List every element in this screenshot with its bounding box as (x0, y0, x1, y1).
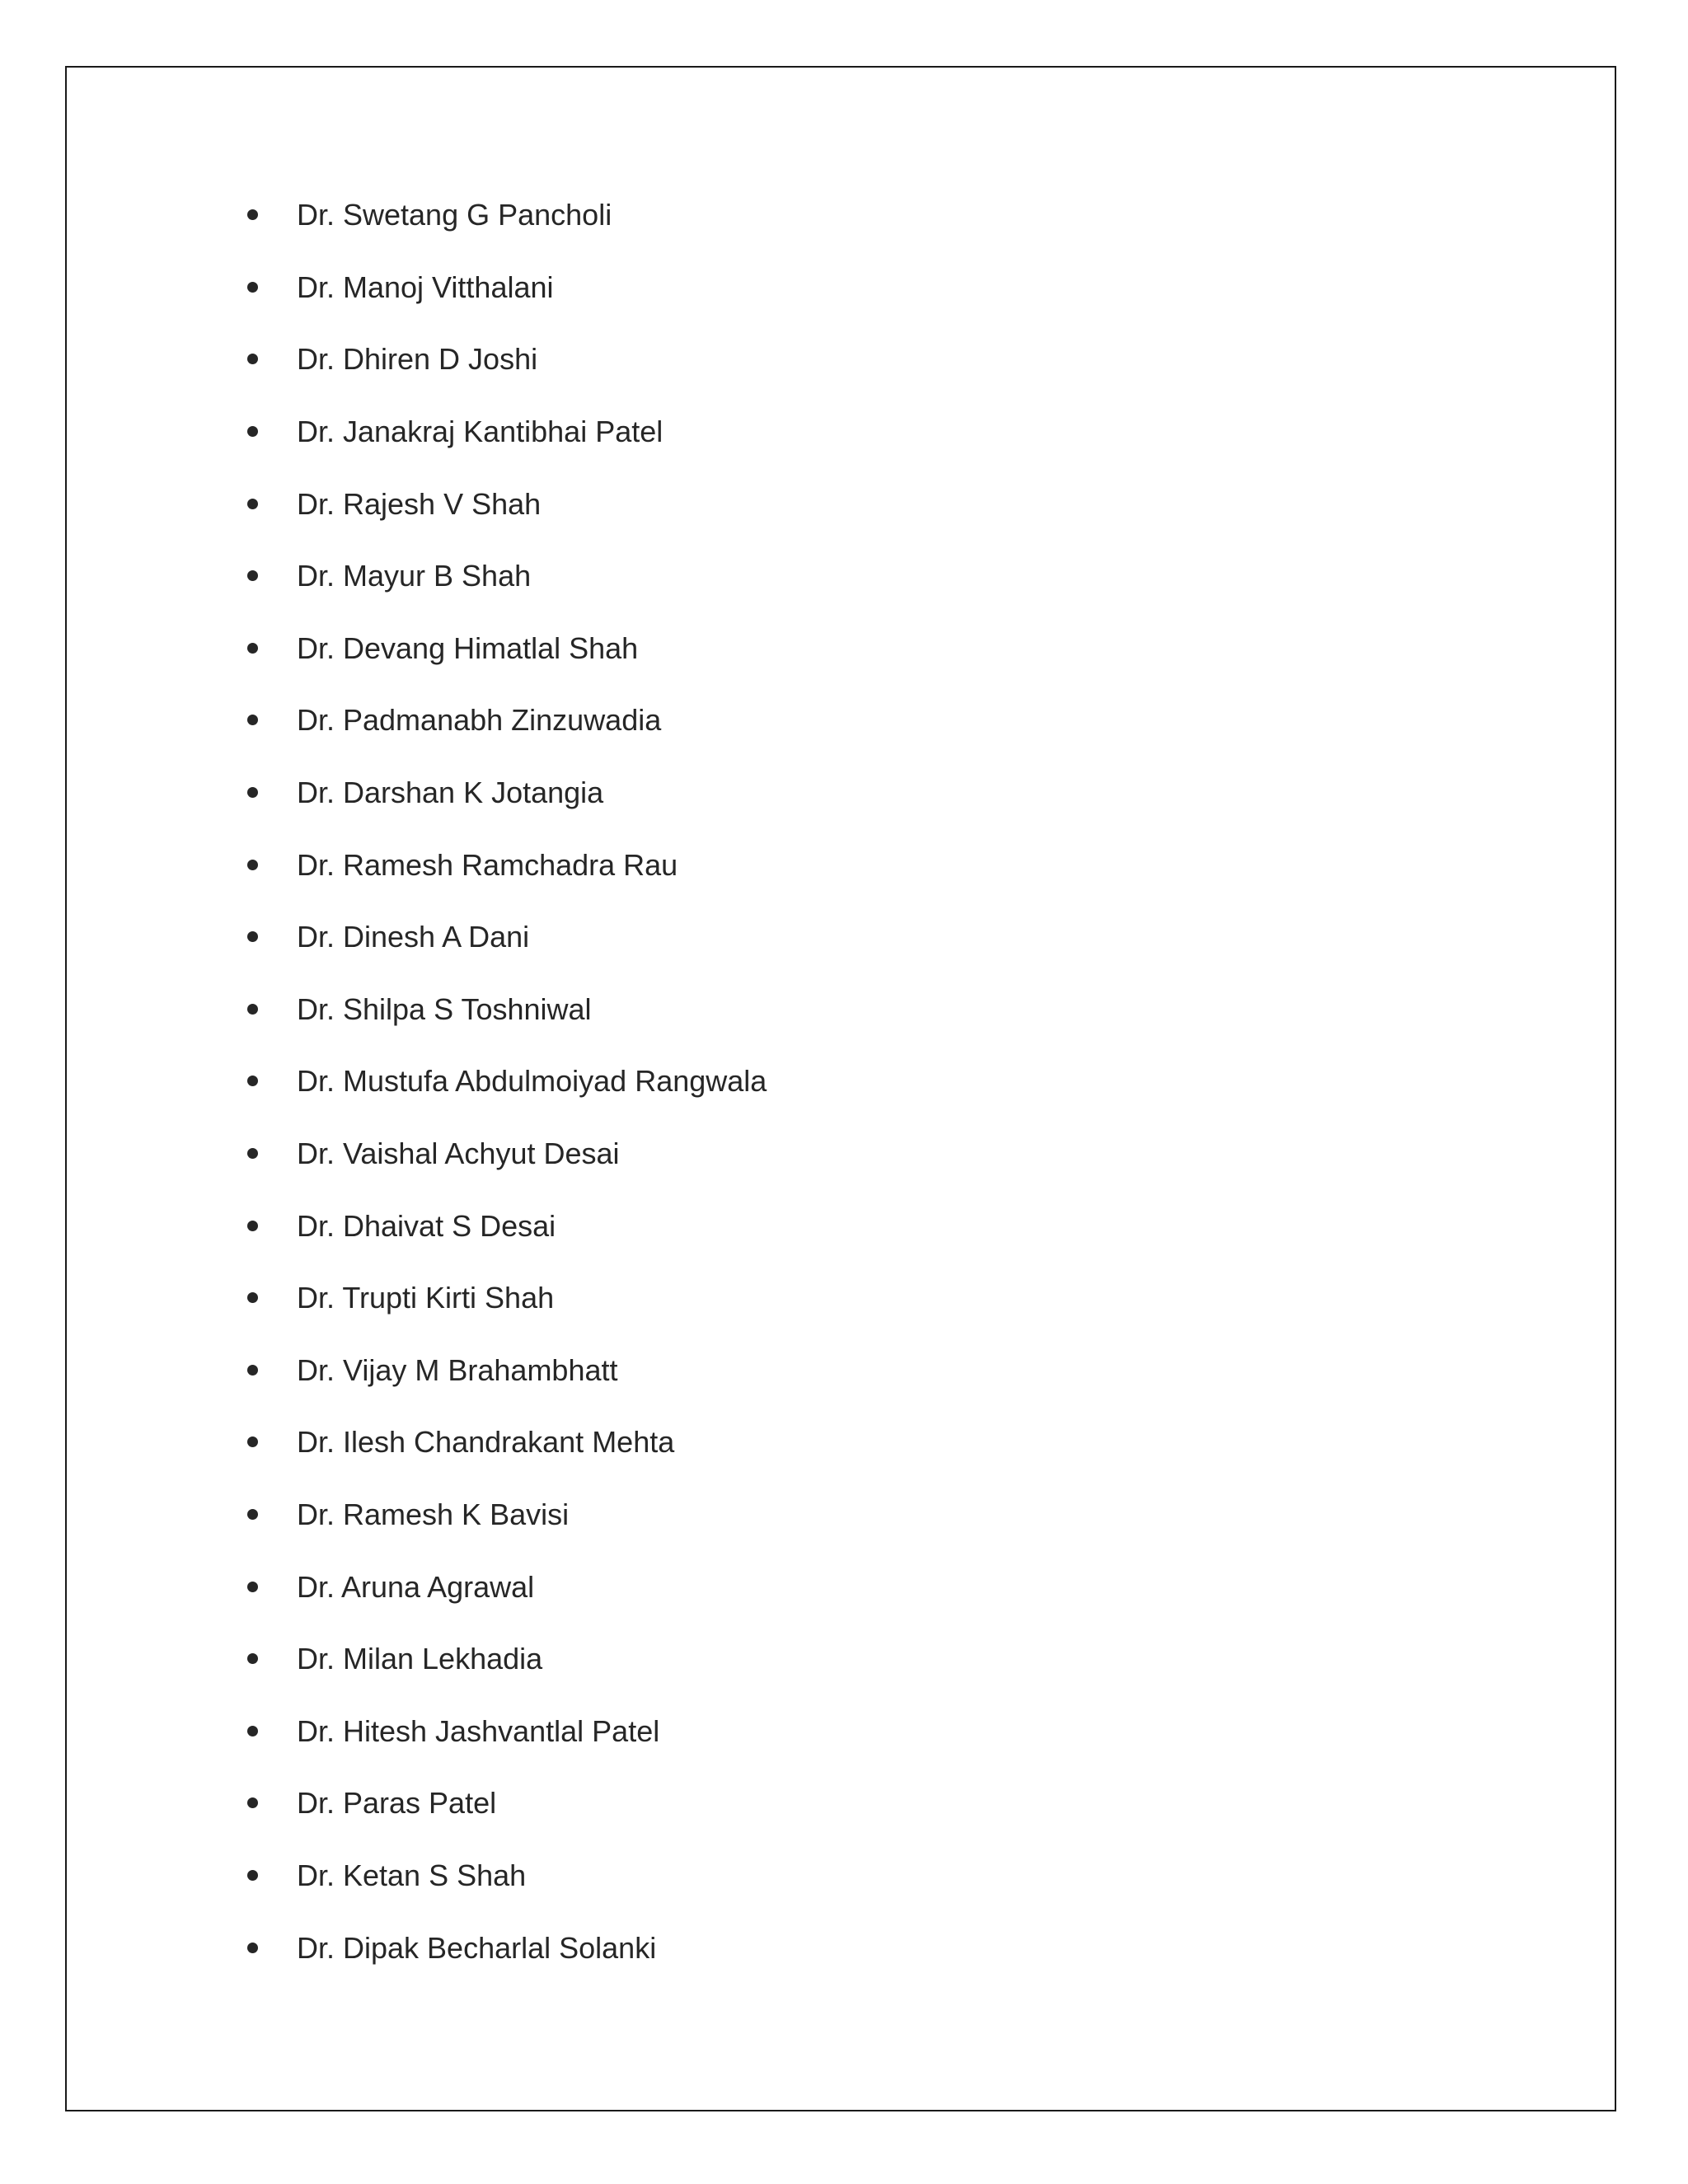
doctor-name: Dr. Ilesh Chandrakant Mehta (297, 1425, 675, 1459)
bullet-icon (247, 1292, 258, 1303)
bullet-icon (247, 1653, 258, 1664)
bullet-icon (247, 643, 258, 654)
bullet-icon (247, 931, 258, 942)
doctor-name: Dr. Milan Lekhadia (297, 1642, 543, 1675)
doctor-name: Dr. Manoj Vitthalani (297, 270, 554, 304)
bullet-icon (247, 570, 258, 581)
bullet-icon (247, 1004, 258, 1015)
bullet-icon (247, 1943, 258, 1953)
doctor-name: Dr. Dipak Becharlal Solanki (297, 1931, 657, 1965)
bullet-icon (247, 1797, 258, 1808)
bullet-icon (247, 282, 258, 293)
doctor-name: Dr. Vijay M Brahambhatt (297, 1353, 618, 1387)
doctor-name: Dr. Trupti Kirti Shah (297, 1281, 555, 1315)
doctor-name: Dr. Swetang G Pancholi (297, 198, 612, 232)
doctor-name: Dr. Mayur B Shah (297, 559, 532, 593)
bullet-icon (247, 499, 258, 509)
doctor-name: Dr. Dhiren D Joshi (297, 342, 538, 376)
doctor-name: Dr. Shilpa S Toshniwal (297, 992, 592, 1026)
doctor-name: Dr. Vaishal Achyut Desai (297, 1137, 620, 1170)
bullet-icon (247, 354, 258, 364)
bullet-icon (247, 1509, 258, 1520)
doctor-name: Dr. Devang Himatlal Shah (297, 631, 639, 665)
bullet-icon (247, 1076, 258, 1086)
doctor-name: Dr. Padmanabh Zinzuwadia (297, 703, 662, 737)
bullet-icon (247, 1148, 258, 1159)
bullet-icon (247, 1582, 258, 1592)
bullet-icon (247, 209, 258, 220)
bullet-icon (247, 715, 258, 725)
doctor-name: Dr. Hitesh Jashvantlal Patel (297, 1714, 660, 1748)
bullet-icon (247, 1365, 258, 1376)
bullet-icon (247, 1870, 258, 1881)
doctor-name: Dr. Dinesh A Dani (297, 920, 530, 954)
doctor-name: Dr. Rajesh V Shah (297, 487, 542, 521)
doctor-name: Dr. Ramesh Ramchadra Rau (297, 848, 678, 882)
doctor-name: Dr. Ketan S Shah (297, 1858, 527, 1892)
doctor-name: Dr. Dhaivat S Desai (297, 1209, 556, 1243)
bullet-icon (247, 1726, 258, 1736)
bullet-icon (247, 787, 258, 798)
doctor-name: Dr. Ramesh K Bavisi (297, 1497, 570, 1531)
doctor-name: Dr. Mustufa Abdulmoiyad Rangwala (297, 1064, 767, 1098)
doctor-name: Dr. Aruna Agrawal (297, 1570, 535, 1604)
bullet-icon (247, 1436, 258, 1447)
bullet-icon (247, 1221, 258, 1231)
bullet-icon (247, 426, 258, 437)
doctor-name: Dr. Janakraj Kantibhai Patel (297, 415, 663, 448)
bullet-icon (247, 860, 258, 870)
doctor-name: Dr. Darshan K Jotangia (297, 776, 604, 809)
doctor-name: Dr. Paras Patel (297, 1786, 497, 1820)
